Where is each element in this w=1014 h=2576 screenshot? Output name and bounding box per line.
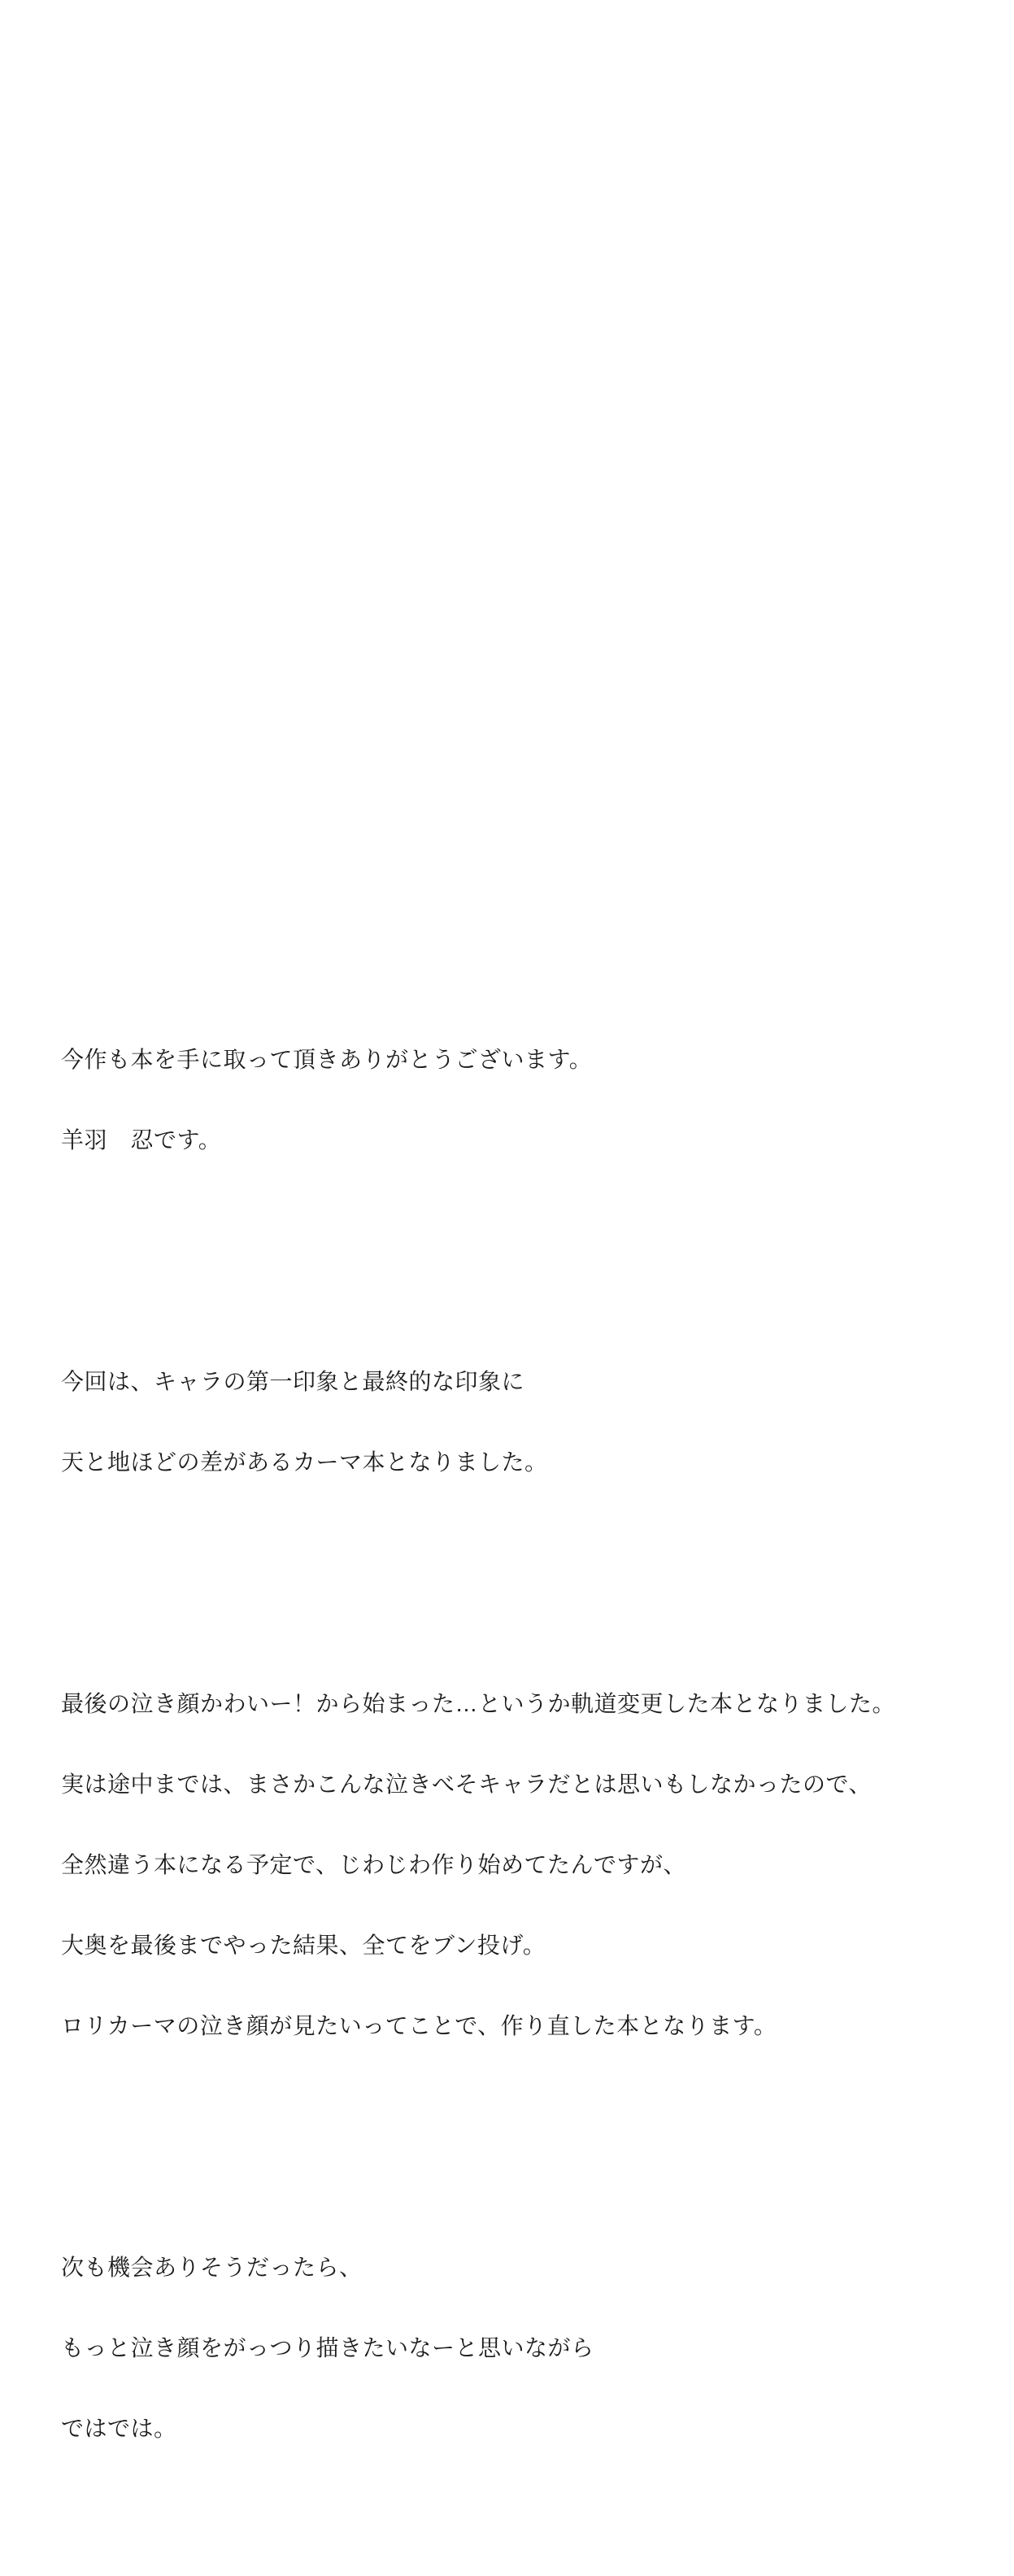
text-line: 天と地ほどの差があるカーマ本となりました。 — [61, 1449, 548, 1475]
paragraph-closing — [61, 2200, 988, 2495]
text-line: もっと泣き顔をがっつり描きたいなーと思いながら — [61, 2335, 594, 2360]
text-line-author-name: 羊羽 忍です。 — [61, 1127, 222, 1153]
text-line: 最後の泣き顔かわいー！から始まった…というか軌道変更した本となりました。 — [61, 1691, 896, 1716]
text-line: 実は途中までは、まさかこんな泣きべそキャラだとは思いもしなかったので、 — [61, 1772, 872, 1797]
paragraph-greeting — [61, 992, 988, 1207]
text-line: 今回は、キャラの第一印象と最終的な印象に — [61, 1369, 525, 1394]
text-line: 全然違う本になる予定で、じわじわ作り始めてたんですが、 — [61, 1852, 686, 1877]
paragraph-book-intro — [61, 1314, 988, 1529]
afterword-text-block — [61, 912, 988, 2576]
text-line: 大奥を最後までやった結果、全てをブン投げ。 — [61, 1933, 546, 1958]
paragraph-production-story — [61, 1637, 988, 2093]
text-line: ロリカーマの泣き顔が見たいってことで、作り直した本となります。 — [61, 2013, 777, 2038]
text-line: ではでは。 — [61, 2416, 177, 2441]
text-line: 今作も本を手に取って頂きありがとうございます。 — [61, 1047, 593, 1072]
text-line: 次も機会ありそうだったら、 — [61, 2255, 363, 2280]
